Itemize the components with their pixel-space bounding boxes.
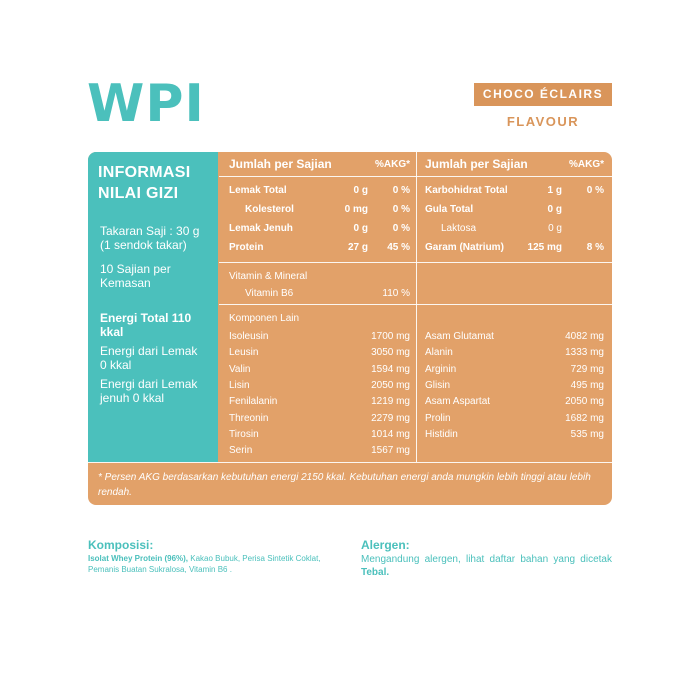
macro-amount-lactose: 0 g [548,223,562,234]
component-value: 1567 mg [371,445,410,457]
macro-akg-protein: 45 % [387,242,410,253]
component-name: Serin [229,445,253,457]
macro-amount-sodium: 125 mg [527,242,562,253]
flavor-label: FLAVOUR [506,114,580,129]
component-value: 729 mg [570,363,604,375]
components-section-label: Komponen Lain [229,313,300,324]
macro-amount-cholesterol: 0 mg [344,204,368,215]
allergen-text [361,553,612,579]
macro-akg-fat-total: 0 % [392,185,410,196]
energy-from-fat-line1: Energi dari Lemak [100,344,198,358]
macro-akg-sodium: 8 % [586,242,604,253]
component-name: Threonin [229,412,269,424]
component-value: 1333 mg [565,347,604,359]
component-value: 1700 mg [371,331,410,342]
component-value: 2050 mg [565,396,604,408]
component-name: Tirosin [229,428,259,440]
energy-from-fat [100,344,212,372]
component-value: 2279 mg [371,412,410,424]
component-name: Prolin [425,412,451,424]
macro-name-carbohydrate-total: Karbohidrat Total [425,185,508,196]
composition-title: Komposisi: [88,538,154,552]
macro-amount-fat-total: 0 g [353,185,368,196]
macro-amount-saturated-fat: 0 g [353,223,368,234]
component-name: Asam Glutamat [425,331,494,342]
nutrition-summary-column [88,152,218,462]
header-amount-per-serving-left: Jumlah per Sajian [229,157,332,171]
component-value: 2050 mg [371,379,410,391]
energy-total-line1: Energi Total 110 [100,311,192,325]
component-value: 535 mg [570,428,604,440]
component-value: 1014 mg [371,428,410,440]
servings-per-pack-line1: 10 Sajian per [100,262,171,276]
macro-akg-saturated-fat: 0 % [392,223,410,234]
table-column-divider [416,176,417,462]
component-name: Fenilalanin [229,396,278,408]
allergen-title: Alergen: [361,538,410,552]
header-akg-left: %AKG* [374,159,410,170]
macro-name-cholesterol: Kolesterol [245,204,294,215]
component-value: 1594 mg [371,363,410,375]
energy-total [100,311,212,339]
composition-highlight: Isolat Whey Protein (96%), [88,554,189,563]
allergen-bold: Tebal. [361,567,390,578]
energy-from-satfat-line1: Energi dari Lemak [100,377,198,391]
serving-size-line1: Takaran Saji : 30 g [100,224,200,238]
component-value: 1682 mg [565,412,604,424]
component-name: Lisin [229,379,250,391]
macro-name-lactose: Laktosa [441,223,477,234]
composition-text [88,553,348,575]
macro-akg-cholesterol: 0 % [392,204,410,215]
macro-name-protein: Protein [229,242,264,253]
component-value: 495 mg [570,379,604,391]
energy-from-saturated-fat [100,377,212,405]
header-amount-per-serving-right: Jumlah per Sajian [425,157,528,171]
component-name: Histidin [425,428,458,440]
footnote: * Persen AKG berdasarkan kebutuhan energi 2150 kkal. Kebutuhan energi anda mungkin lebih tinggi atau lebih rendah. [98,472,591,498]
component-name: Isoleusin [229,331,269,342]
composition-rest: Kakao Bubuk, Perisa Sintetik Coklat, Pemanis Buatan Sukralosa, Vitamin B6 . [88,554,321,574]
servings-per-pack-line2: Kemasan [100,276,151,290]
component-value: 3050 mg [371,347,410,359]
flavor-badge: CHOCO ÉCLAIRS [474,83,612,106]
macro-amount-carbohydrate-total: 1 g [547,185,562,196]
nutrition-facts-panel [88,152,612,505]
macro-amount-protein: 27 g [347,242,368,253]
vitamins-section-label: Vitamin & Mineral [229,271,308,282]
vitamin-name: Vitamin B6 [245,288,294,299]
component-value: 1219 mg [371,396,410,408]
component-name: Glisin [425,379,451,391]
component-name: Asam Aspartat [425,396,491,408]
macro-amount-sugar-total: 0 g [547,204,562,215]
component-name: Arginin [425,363,457,375]
energy-from-fat-line2: 0 kkal [100,358,132,372]
component-name: Leusin [229,347,259,359]
energy-total-line2: kkal [100,325,124,339]
macro-name-sugar-total: Gula Total [425,204,474,215]
product-title: WPI [87,74,205,134]
footnote-divider [88,462,612,463]
serving-size [100,224,212,252]
component-name: Alanin [425,347,453,359]
component-name: Valin [229,363,251,375]
macro-akg-carbohydrate-total: 0 % [586,185,604,196]
macro-name-saturated-fat: Lemak Jenuh [229,223,293,234]
macro-name-sodium: Garam (Natrium) [425,242,504,253]
nutrition-info-title-line2: NILAI GIZI [98,185,179,202]
component-value: 4082 mg [565,331,604,342]
macro-name-fat-total: Lemak Total [229,185,287,196]
allergen-message: Mengandung alergen, lihat daftar bahan yang dicetak [361,554,612,565]
serving-size-line2: (1 sendok takar) [100,238,187,252]
nutrition-info-title [98,162,218,204]
header-akg-right: %AKG* [568,159,604,170]
nutrition-info-title-line1: INFORMASI [98,164,191,181]
vitamin-value: 110 % [382,288,410,299]
servings-per-pack [100,262,212,290]
header-column-divider [416,152,417,176]
energy-from-satfat-line2: jenuh 0 kkal [100,391,165,405]
